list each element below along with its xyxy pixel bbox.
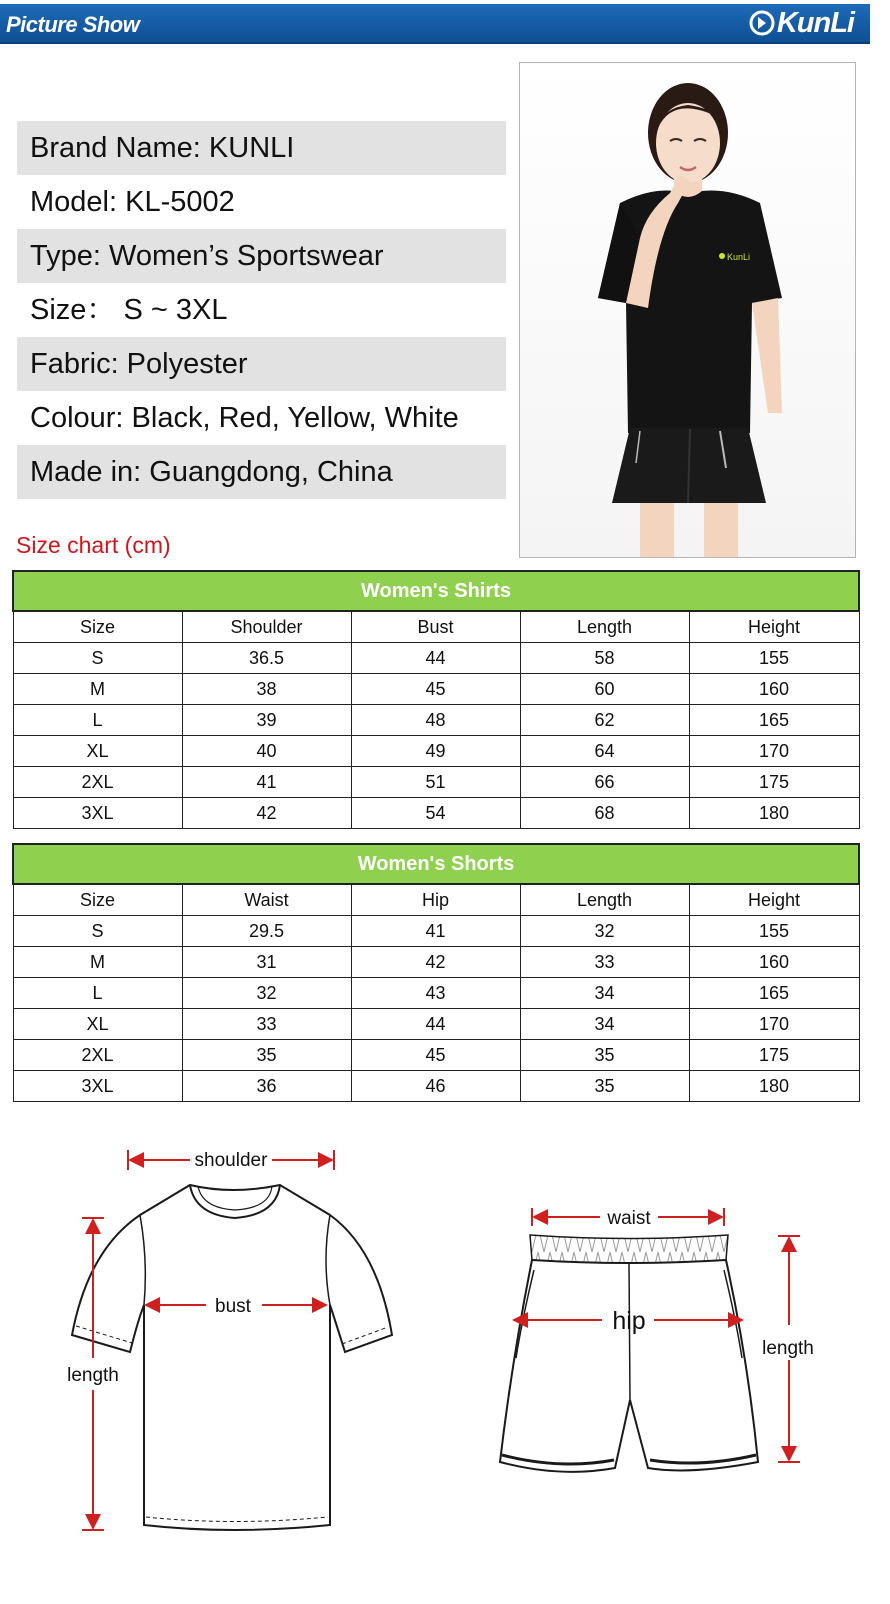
- table-cell: 36: [182, 1071, 351, 1102]
- column-header: Hip: [351, 884, 520, 916]
- header-bar: [0, 4, 870, 44]
- table-row: [13, 705, 859, 736]
- table-cell: 35: [520, 1071, 689, 1102]
- table-cell: 36.5: [182, 643, 351, 674]
- table-cell: 170: [689, 1009, 859, 1040]
- table-row: [13, 1040, 859, 1071]
- table-cell: 160: [689, 947, 859, 978]
- table-cell: S: [13, 916, 182, 947]
- size-chart-label: Size chart (cm): [16, 532, 171, 558]
- table-cell: 175: [689, 767, 859, 798]
- table-cell: 54: [351, 798, 520, 829]
- shorts-measurement-diagram: [490, 1200, 850, 1490]
- table-row: [13, 1071, 859, 1102]
- table-cell: 165: [689, 705, 859, 736]
- table-row: [13, 947, 859, 978]
- table-cell: 48: [351, 705, 520, 736]
- column-header: Size: [13, 611, 182, 643]
- table-row: [13, 643, 859, 674]
- table-caption-row: [13, 571, 859, 611]
- table-cell: 33: [520, 947, 689, 978]
- shorts-outline: [490, 1200, 850, 1490]
- table-cell: 155: [689, 643, 859, 674]
- table-cell: 175: [689, 1040, 859, 1071]
- shirt-measurement-diagram: [40, 1140, 420, 1540]
- table-cell: 32: [520, 916, 689, 947]
- table-row: [13, 736, 859, 767]
- spec-made-in: Made in: Guangdong, China: [17, 445, 506, 499]
- table-cell: S: [13, 643, 182, 674]
- kunli-logo-icon: [749, 10, 775, 36]
- shorts-size-table: [12, 843, 860, 1102]
- column-header: Height: [689, 884, 859, 916]
- table-cell: 3XL: [13, 1071, 182, 1102]
- table-cell: 155: [689, 916, 859, 947]
- brand-logo: [749, 7, 854, 39]
- table-cell: 68: [520, 798, 689, 829]
- table-row: [13, 767, 859, 798]
- table-cell: 34: [520, 978, 689, 1009]
- table-cell: 60: [520, 674, 689, 705]
- table-cell: 41: [182, 767, 351, 798]
- table-cell: 29.5: [182, 916, 351, 947]
- table-cell: 51: [351, 767, 520, 798]
- table-row: [13, 798, 859, 829]
- model-illustration: [520, 63, 855, 557]
- table-cell: 3XL: [13, 798, 182, 829]
- spec-fabric: Fabric: Polyester: [17, 337, 506, 391]
- shirts-size-table: [12, 570, 860, 829]
- table-cell: M: [13, 947, 182, 978]
- table-cell: 46: [351, 1071, 520, 1102]
- table-cell: 58: [520, 643, 689, 674]
- spec-list: [17, 121, 506, 499]
- shirt-outline: [40, 1140, 420, 1540]
- table-cell: 44: [351, 643, 520, 674]
- table-cell: 62: [520, 705, 689, 736]
- table-row: [13, 1009, 859, 1040]
- table-cell: L: [13, 705, 182, 736]
- table-cell: 49: [351, 736, 520, 767]
- table-cell: 44: [351, 1009, 520, 1040]
- spec-brand-name: Brand Name: KUNLI: [17, 121, 506, 175]
- table-header-row: [13, 884, 859, 916]
- brand-logo-text: KunLi: [776, 6, 854, 39]
- table-cell: 2XL: [13, 767, 182, 798]
- table-cell: M: [13, 674, 182, 705]
- table-cell: XL: [13, 1009, 182, 1040]
- table-cell: 64: [520, 736, 689, 767]
- spec-model: Model: KL-5002: [30, 186, 235, 218]
- table-cell: XL: [13, 736, 182, 767]
- table-cell: 2XL: [13, 1040, 182, 1071]
- table-cell: 42: [351, 947, 520, 978]
- table-cell: 38: [182, 674, 351, 705]
- model-photo: [519, 62, 856, 558]
- spec-type: Type: Women’s Sportswear: [17, 229, 506, 283]
- table-cell: 34: [520, 1009, 689, 1040]
- table-cell: 180: [689, 1071, 859, 1102]
- column-header: Height: [689, 611, 859, 643]
- table-row: [13, 916, 859, 947]
- table-cell: L: [13, 978, 182, 1009]
- table-cell: 160: [689, 674, 859, 705]
- waist-label: waist: [607, 1208, 651, 1229]
- table-cell: 35: [182, 1040, 351, 1071]
- table-cell: 40: [182, 736, 351, 767]
- table-cell: 45: [351, 1040, 520, 1071]
- table-cell: 41: [351, 916, 520, 947]
- table-cell: 31: [182, 947, 351, 978]
- table-cell: 42: [182, 798, 351, 829]
- bust-label: bust: [215, 1296, 251, 1317]
- column-header: Length: [520, 884, 689, 916]
- shirt-length-label: length: [67, 1365, 119, 1386]
- column-header: Size: [13, 884, 182, 916]
- table-cell: 165: [689, 978, 859, 1009]
- table-cell: 43: [351, 978, 520, 1009]
- header-title: Picture Show: [6, 12, 140, 37]
- column-header: Waist: [182, 884, 351, 916]
- shorts-table-title: Women's Shorts: [13, 844, 859, 884]
- column-header: Shoulder: [182, 611, 351, 643]
- hip-label: hip: [612, 1307, 646, 1335]
- table-cell: 32: [182, 978, 351, 1009]
- table-cell: 45: [351, 674, 520, 705]
- table-caption-row: [13, 844, 859, 884]
- column-header: Bust: [351, 611, 520, 643]
- spec-size: Size： S ~ 3XL: [30, 294, 228, 326]
- column-header: Length: [520, 611, 689, 643]
- table-cell: 39: [182, 705, 351, 736]
- shorts-length-label: length: [762, 1338, 814, 1359]
- shoulder-label: shoulder: [194, 1150, 268, 1171]
- table-row: [13, 978, 859, 1009]
- shirts-table-title: Women's Shirts: [13, 571, 859, 611]
- table-header-row: [13, 611, 859, 643]
- table-cell: 66: [520, 767, 689, 798]
- table-cell: 35: [520, 1040, 689, 1071]
- table-cell: 180: [689, 798, 859, 829]
- table-row: [13, 674, 859, 705]
- table-cell: 33: [182, 1009, 351, 1040]
- model-shirt-logo: KunLi: [727, 252, 751, 262]
- table-cell: 170: [689, 736, 859, 767]
- spec-colour: Colour: Black, Red, Yellow, White: [30, 402, 459, 434]
